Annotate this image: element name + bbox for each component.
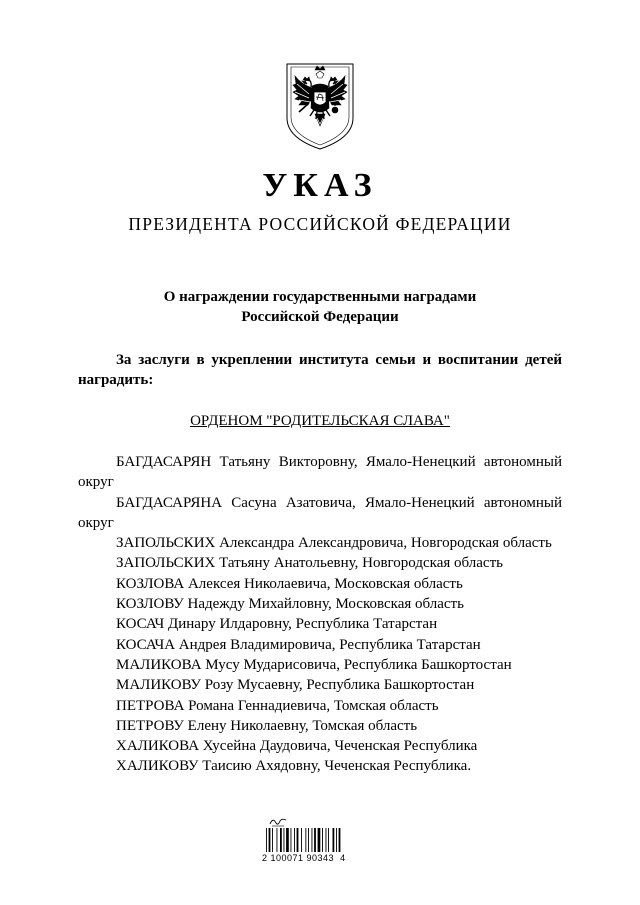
barcode-bar (277, 828, 278, 852)
recipient-item: ЗАПОЛЬСКИХ Татьяну Анатольевну, Новгородская область (116, 555, 503, 572)
recipient-item: КОЗЛОВА Алексея Николаевича, Московская область (116, 575, 463, 592)
barcode-bar (269, 828, 271, 852)
decree-intro: За заслуги в укреплении института семьи и воспитании детей наградить: (78, 352, 562, 388)
barcode-bar (280, 828, 282, 852)
barcode-bar (297, 828, 299, 852)
award-order-name: ОРДЕНОМ "РОДИТЕЛЬСКАЯ СЛАВА" (190, 413, 450, 429)
recipient-item: КОСАЧ Динару Илдаровну, Республика Татарстан (116, 616, 438, 633)
barcode-bar (308, 828, 309, 852)
barcode-bar (314, 828, 316, 852)
recipient-item: МАЛИКОВА Мусу Мударисовича, Республика Башкортостан (116, 656, 512, 673)
recipient-item: ЗАПОЛЬСКИХ Александра Александровича, Новгородская область (116, 535, 552, 552)
handwritten-mark-icon (269, 815, 287, 827)
recipient-item: ПЕТРОВА Романа Геннадиевича, Томская область (116, 697, 439, 714)
recipient-item: ХАЛИКОВУ Таисию Ахядовну, Чеченская Республика. (116, 758, 472, 775)
recipient-list (78, 452, 562, 777)
recipient-item: ПЕТРОВУ Елену Николаевну, Томская область (116, 717, 418, 734)
issuer-title: ПРЕЗИДЕНТА РОССИЙСКОЙ ФЕДЕРАЦИИ (128, 214, 512, 234)
recipient-item: МАЛИКОВУ Розу Мусаевну, Республика Башкортостан (116, 677, 475, 694)
barcode-bar (286, 828, 289, 852)
barcode-bar (336, 828, 337, 852)
barcode (266, 828, 342, 852)
barcode-bar (318, 828, 321, 852)
barcode-bar (294, 828, 295, 852)
recipient-item: КОЗЛОВУ Надежду Михайловну, Московская область (116, 596, 464, 613)
recipient-item: ХАЛИКОВА Хусейна Даудовича, Чеченская Республика (116, 738, 478, 755)
barcode-bar (322, 828, 323, 852)
barcode-bar (312, 828, 313, 852)
decree-subject: О награждении государственными наградами Российской Федерации (163, 289, 477, 325)
coat-of-arms-of-russia-icon (281, 54, 359, 150)
barcode-bar (291, 828, 292, 852)
barcode-bar (333, 828, 335, 852)
barcode-bar (305, 828, 306, 852)
recipient-item: БАГДАСАРЯНА Сасуна Азатовича, Ямало-Ненецкий автономный округ (78, 494, 562, 531)
barcode-bar (339, 828, 341, 852)
barcode-bar (266, 828, 267, 852)
barcode-bar (301, 828, 302, 852)
barcode-bar (272, 828, 273, 852)
award-order-heading (0, 410, 640, 432)
barcode-bar (328, 828, 329, 852)
recipient-item: КОСАЧА Андрея Владимировича, Республика Татарстан (116, 636, 481, 653)
recipient-item: БАГДАСАРЯН Татьяну Викторовну, Ямало-Ненецкий автономный округ (78, 454, 562, 491)
document-type-title: УКАЗ (262, 167, 378, 204)
barcode-bar (326, 828, 327, 852)
barcode-bar (284, 828, 285, 852)
barcode-number: 2 100071 90343 4 (262, 853, 346, 863)
